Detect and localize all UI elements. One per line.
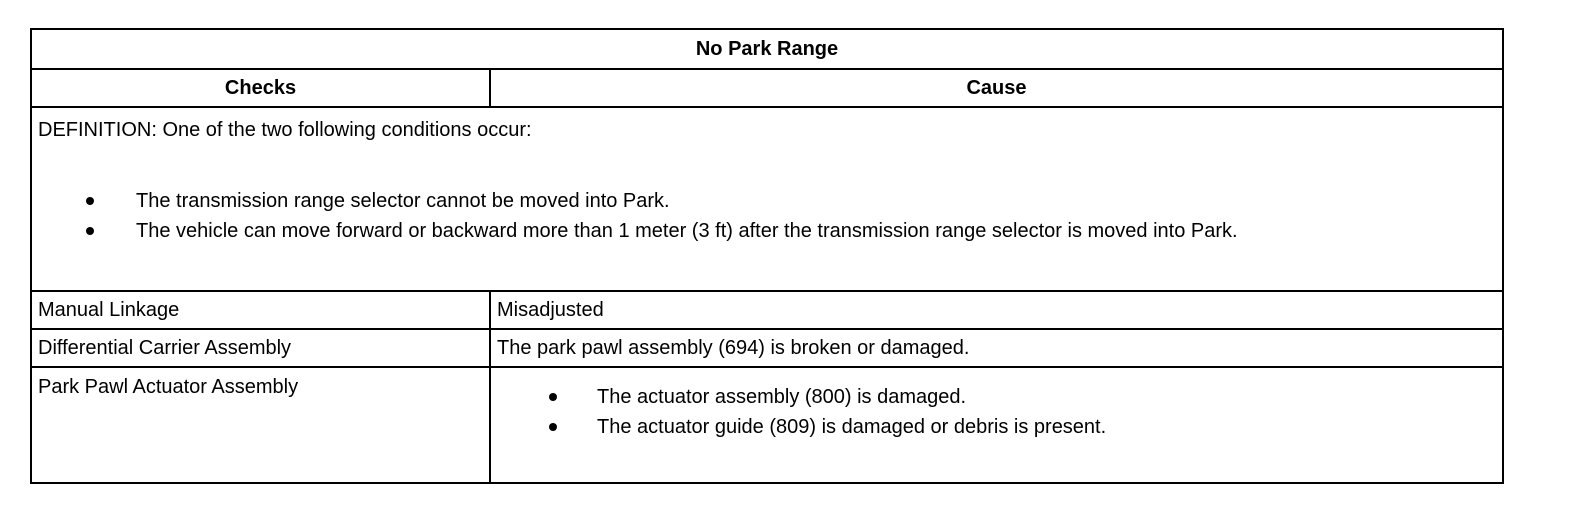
table-row <box>32 366 1502 482</box>
table-row <box>32 328 1502 366</box>
bullet-icon <box>86 197 94 205</box>
cause-cell <box>491 368 1502 482</box>
table-header-row <box>32 68 1502 106</box>
check-cell: Manual Linkage <box>32 292 491 328</box>
cause-bullet-text: The actuator assembly (800) is damaged. <box>597 386 967 408</box>
definition-bullet <box>38 216 1502 246</box>
bullet-icon <box>549 423 557 431</box>
cause-bullet <box>497 382 1502 412</box>
definition-bullet-text: The vehicle can move forward or backward more than 1 meter (3 ft) after the transmission range selector is moved into Park. <box>136 220 1238 242</box>
table-row <box>32 290 1502 328</box>
cause-cell: Misadjusted <box>497 298 604 321</box>
definition-bullet-text: The transmission range selector cannot be moved into Park. <box>136 190 670 212</box>
cause-bullet-text: The actuator guide (809) is damaged or debris is present. <box>597 416 1107 438</box>
definition-bullet <box>38 186 1502 216</box>
diagnostic-table <box>30 28 1504 484</box>
check-cell: Differential Carrier Assembly <box>32 330 491 366</box>
bullet-icon <box>86 227 94 235</box>
bullet-icon <box>549 393 557 401</box>
cause-bullet-list <box>497 382 1502 442</box>
definition-text: DEFINITION: One of the two following conditions occur: <box>38 119 532 141</box>
cause-cell: The park pawl assembly (694) is broken or damaged. <box>497 336 970 359</box>
cause-bullet <box>497 412 1502 442</box>
cause-header: Cause <box>966 76 1027 99</box>
definition-bullet-list <box>38 186 1502 246</box>
table-title-row <box>32 30 1502 68</box>
checks-header: Checks <box>32 70 491 106</box>
check-cell: Park Pawl Actuator Assembly <box>32 368 491 482</box>
definition-row <box>32 106 1502 290</box>
table-title: No Park Range <box>695 37 839 60</box>
